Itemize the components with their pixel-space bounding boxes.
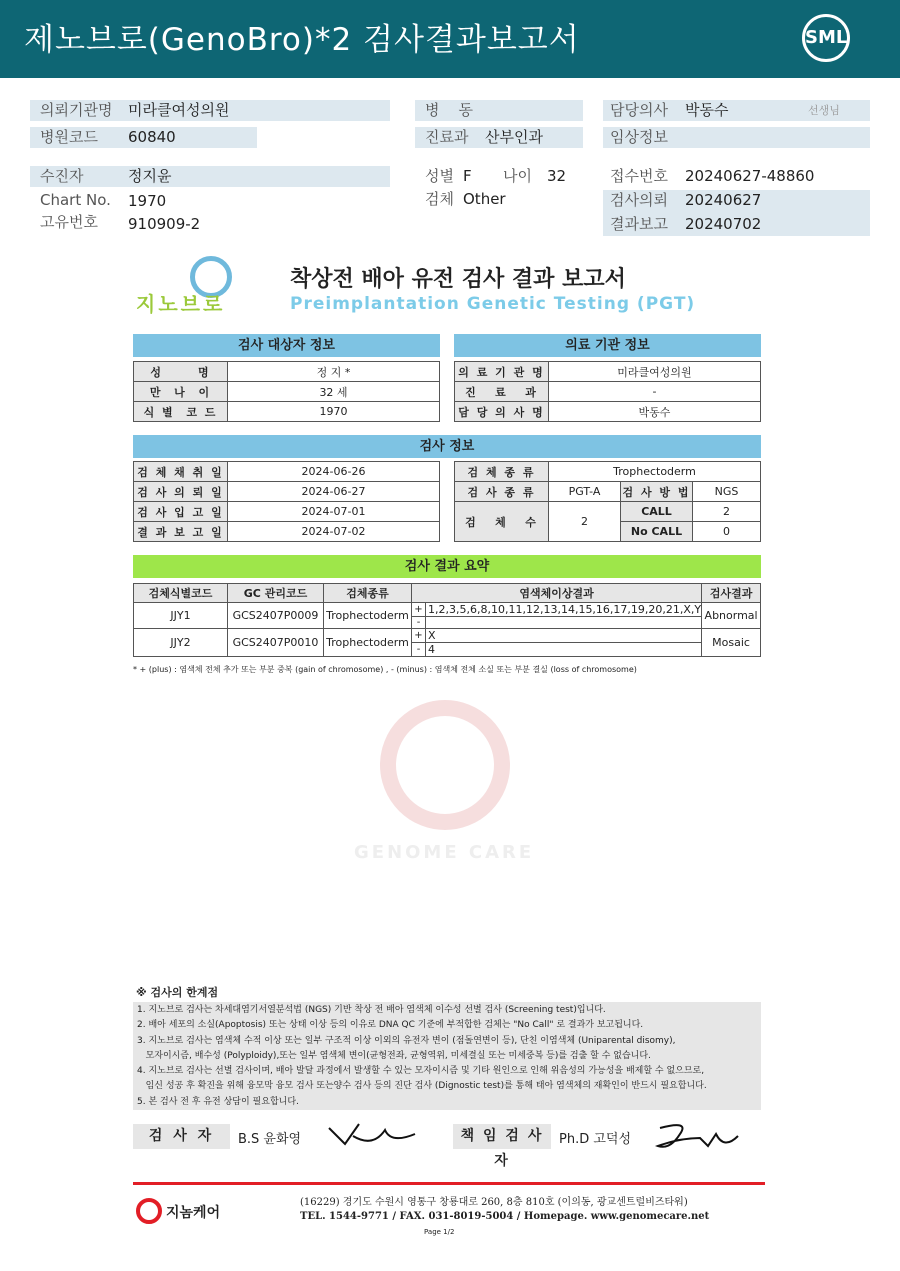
genobro-logo-text: 지노브로 — [136, 292, 226, 316]
company-address — [300, 1196, 709, 1224]
sex-label: 성별 — [425, 167, 454, 185]
document-title: 착상전 배아 유전 검사 결과 보고서 — [290, 267, 626, 292]
table-row: No CALL 0 — [455, 522, 761, 542]
limitations-title: ※ 검사의 한계점 — [136, 986, 219, 999]
medical-table — [454, 361, 761, 422]
report-value: 20240702 — [685, 215, 762, 233]
chief-label: 책 임 검 사 자 — [453, 1124, 551, 1149]
report-title: 제노브로(GenoBro)*2 검사결과보고서 — [24, 22, 580, 58]
hospital-code-label: 병원코드 — [40, 128, 98, 146]
hospital-code-value: 60840 — [128, 128, 176, 146]
age-value: 32 — [547, 167, 567, 185]
table-row: 진 료 과 - — [455, 382, 761, 402]
institution-value: 미라클여성의원 — [128, 101, 230, 119]
table-row: JJY1 GCS2407P0009 Trophectoderm + 1,2,3,5,6,8,10,11,12,13,14,15,16,17,19,20,21,X,Y Abnormal — [134, 603, 761, 617]
limitation-line: 4. 지노브로 검사는 선별 검사이며, 배아 발달 과정에서 발생할 수 있는 모자이시즘 및 기타 원인으로 인해 위음성의 가능성을 배제할 수 없으므로, — [137, 1066, 705, 1077]
chart-value: 1970 — [128, 192, 167, 210]
limitation-line: 3. 지노브로 검사는 염색체 수적 이상 또는 일부 구조적 이상 이외의 유전자 변이 (점돌연변이 등), 단친 이염색체 (Uniparental disomy), — [137, 1035, 676, 1046]
table-row: 성 명 정 지 * — [134, 362, 440, 382]
dept-value: 산부인과 — [485, 128, 543, 146]
genomecare-logo-icon — [136, 1198, 162, 1224]
receipt-value: 20240627-48860 — [685, 167, 815, 185]
table-row: 검 사 의 뢰 일 2024-06-27 — [134, 482, 440, 502]
limitation-line: 2. 배아 세포의 소실(Apoptosis) 또는 상태 이상 등의 이유로 DNA QC 기준에 부적합한 검체는 "No Call" 로 결과가 보고됩니다. — [137, 1020, 644, 1031]
table-row: 결 과 보 고 일 2024-07-02 — [134, 522, 440, 542]
limitation-line: 1. 지노브로 검사는 차세대염기서열분석법 (NGS) 기반 착상 전 배아 염색체 이수성 선별 검사 (Screening test)입니다. — [137, 1005, 606, 1015]
specimen-label: 검체 — [425, 190, 454, 208]
medical-heading: 의료 기관 정보 — [454, 334, 761, 357]
table-row: 검 체 종 류 Trophectoderm — [455, 462, 761, 482]
table-row: 검 사 종 류 PGT-A 검 사 방 법 NGS — [455, 482, 761, 502]
table-row: 의 료 기 관 명 미라클여성의원 — [455, 362, 761, 382]
summary-table — [133, 583, 761, 657]
subject-heading: 검사 대상자 정보 — [133, 334, 440, 357]
limitation-line: 5. 본 검사 전 후 유전 상담이 필요합니다. — [137, 1096, 299, 1107]
summary-footnote: * + (plus) : 염색체 전체 추가 또는 부분 중복 (gain of chromosome) , - (minus) : 염색체 전체 소실 또는 부분 결실 (loss of chromosome) — [133, 665, 637, 674]
limitation-line: 임신 성공 후 확진을 위해 융모막 융모 검사 또는양수 검사 등의 진단 검사 (Dignostic test)를 통해 태아 염색체의 재확인이 반드시 필요합니다. — [137, 1081, 707, 1092]
table-row: 식 별 코 드 1970 — [134, 402, 440, 422]
test-heading: 검사 정보 — [133, 435, 761, 458]
patient-label: 수진자 — [40, 167, 84, 185]
test-dates-table — [133, 461, 440, 542]
id-label: 고유번호 — [40, 213, 98, 231]
request-label: 검사의뢰 — [610, 191, 668, 209]
table-row: 검 체 수 2 CALL 2 — [455, 502, 761, 522]
chief-signature — [650, 1116, 742, 1156]
specimen-value: Other — [463, 190, 506, 208]
limitation-line: 모자이시즘, 배수성 (Polyploidy),또는 일부 염색체 변이(균형전좌, 균형역위, 미세결실 또는 미세중복 등)를 검출 할 수 없습니다. — [137, 1050, 651, 1061]
request-value: 20240627 — [685, 191, 762, 209]
dept-label: 진료과 — [425, 128, 469, 146]
doctor-suffix: 선생님 — [808, 104, 840, 117]
summary-heading: 검사 결과 요약 — [133, 555, 761, 578]
table-row: JJY2 GCS2407P0010 Trophectoderm + X Mosaic — [134, 629, 761, 643]
report-header — [0, 0, 900, 78]
report-label: 결과보고 — [610, 215, 668, 233]
genomecare-watermark-icon — [380, 700, 510, 830]
tester-signature — [325, 1118, 417, 1152]
test-specimen-table — [454, 461, 761, 542]
ward-label: 병 동 — [425, 101, 474, 119]
company-name: 지놈케어 — [166, 1205, 221, 1221]
table-row: - — [134, 617, 761, 629]
document-subtitle: Preimplantation Genetic Testing (PGT) — [290, 294, 696, 314]
limitations-box — [133, 1002, 761, 1110]
table-header-row: 검체식별코드 GC 관리코드 검체종류 염색체이상결과 검사결과 — [134, 584, 761, 603]
table-row: 검 사 입 고 일 2024-07-01 — [134, 502, 440, 522]
clinical-label: 임상정보 — [610, 128, 668, 146]
address-line: (16229) 경기도 수원시 영통구 창룡대로 260, 8층 810호 (이의동, 광교센트럴비즈타워) — [300, 1197, 688, 1208]
info-bar — [30, 166, 390, 187]
subject-table — [133, 361, 440, 422]
table-row: - 4 — [134, 643, 761, 657]
table-row: 검 체 채 취 일 2024-06-26 — [134, 462, 440, 482]
watermark-text: GENOME CARE — [354, 842, 535, 863]
receipt-label: 접수번호 — [610, 167, 668, 185]
sex-value: F — [463, 167, 472, 185]
tester-name: B.S 윤화영 — [238, 1132, 302, 1147]
institution-label: 의뢰기관명 — [40, 101, 113, 119]
table-row: 만 나 이 32 세 — [134, 382, 440, 402]
patient-value: 정지윤 — [128, 167, 172, 185]
footer-divider — [133, 1182, 765, 1185]
age-label: 나이 — [503, 167, 532, 185]
doctor-value: 박동수 — [685, 101, 729, 119]
table-row: 담 당 의 사 명 박동수 — [455, 402, 761, 422]
contact-line: TEL. 1544-9771 / FAX. 031-8019-5004 / Homepage. www.genomecare.net — [300, 1211, 710, 1222]
chart-label: Chart No. — [40, 191, 111, 209]
id-value: 910909-2 — [128, 215, 201, 233]
sml-logo: SML — [802, 14, 850, 62]
chief-name: Ph.D 고덕성 — [559, 1132, 632, 1147]
doctor-label: 담당의사 — [610, 101, 668, 119]
page-number: Page 1/2 — [424, 1228, 455, 1236]
tester-label: 검 사 자 — [133, 1124, 230, 1149]
